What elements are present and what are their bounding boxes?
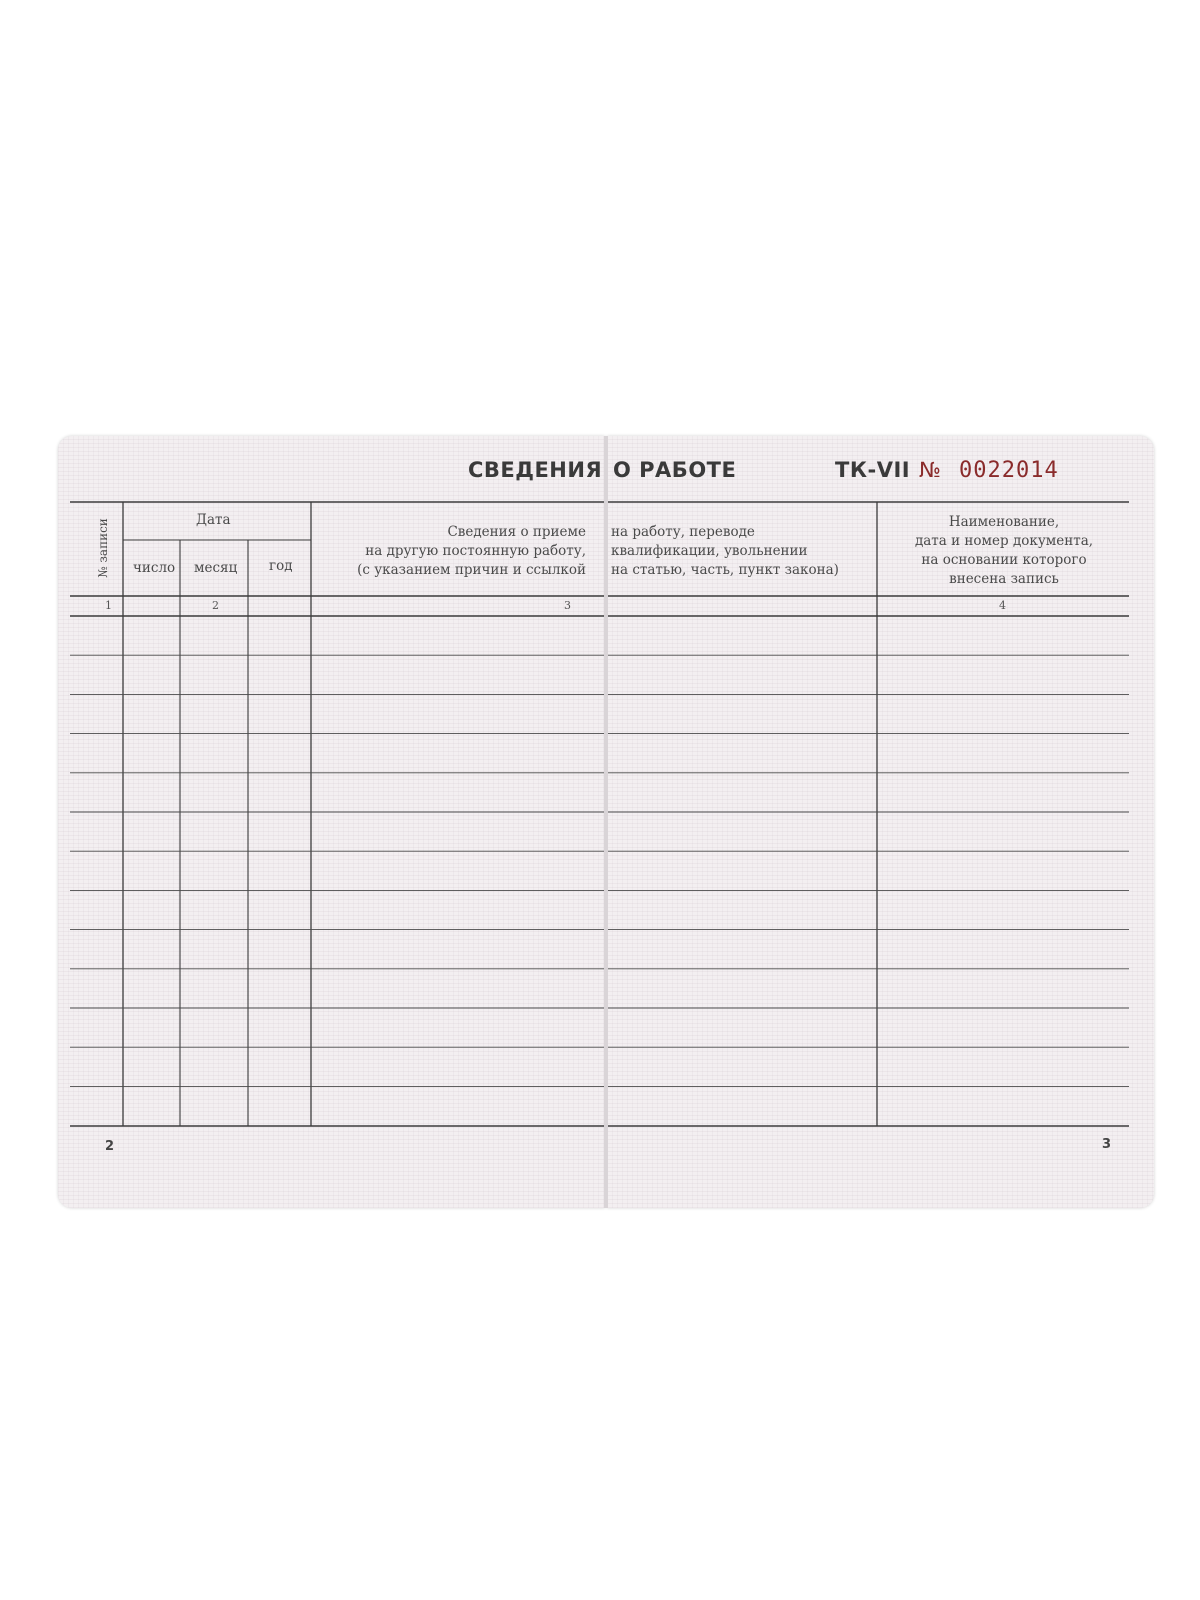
- doc-line-3: на основании которого: [921, 552, 1087, 568]
- column-number-1: 1: [105, 599, 112, 612]
- info-right-line-3: на статью, часть, пункт закона): [611, 562, 839, 578]
- column-number-3: 3: [564, 599, 571, 612]
- doc-line-1: Наименование,: [948, 514, 1060, 530]
- series-label: ТК-VII: [835, 458, 911, 482]
- column-year: год: [269, 558, 293, 574]
- title-right: О РАБОТЕ: [613, 458, 737, 482]
- work-book-spread: [58, 436, 1154, 1208]
- info-right-line-1: на работу, переводе: [611, 524, 755, 540]
- title-left: СВЕДЕНИЯ: [468, 458, 603, 482]
- doc-line-4: внесена запись: [949, 571, 1059, 587]
- info-right-line-2: квалификации, увольнении: [611, 543, 808, 559]
- serial-number: 0022014: [959, 458, 1059, 483]
- info-left-line-3: (с указанием причин и ссылкой: [357, 562, 586, 578]
- book-spine: [604, 436, 608, 1208]
- column-entry-no: № записи: [96, 518, 110, 578]
- info-left-line-1: Сведения о приеме: [447, 524, 586, 540]
- left-page: [58, 436, 605, 1208]
- column-month: месяц: [194, 560, 238, 576]
- page-number-right: 3: [1102, 1137, 1112, 1152]
- page-number-left: 2: [105, 1139, 115, 1154]
- column-date: Дата: [196, 512, 231, 528]
- serial-number-sign: №: [919, 458, 941, 482]
- info-left-line-2: на другую постоянную работу,: [365, 543, 586, 559]
- column-day: число: [133, 560, 176, 576]
- doc-line-2: дата и номер документа,: [914, 533, 1094, 549]
- column-number-2: 2: [212, 599, 219, 612]
- right-page: [607, 436, 1154, 1208]
- column-number-4: 4: [999, 599, 1006, 612]
